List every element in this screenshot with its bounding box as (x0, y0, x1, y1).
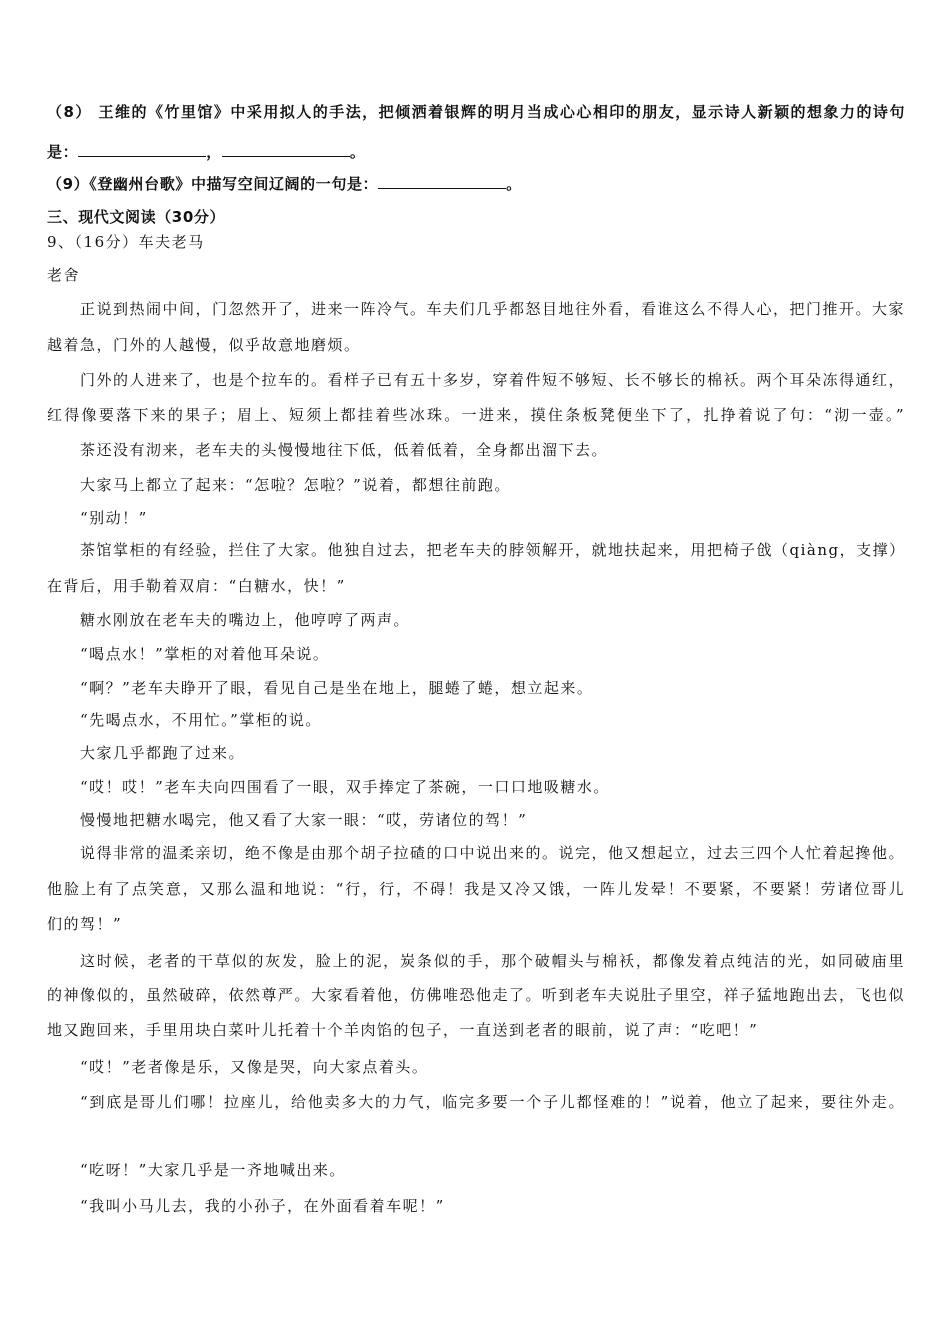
passage-line: 这时候，老者的干草似的灰发，脸上的泥，炭条似的手，那个破帽头与棉袄，都像发着点纯洁的光，如同破庙里 (80, 952, 905, 970)
passage-line: “别动！” (80, 509, 148, 527)
q9-end: 。 (506, 175, 522, 193)
q8-prefix: 是： (47, 143, 79, 161)
passage-line: 门外的人进来了，也是个拉车的。看样子已有五十多岁，穿着件短不够短、长不够长的棉袄。两个耳朵冻得通红， (80, 371, 906, 389)
passage-line: “先喝点水，不用忙。”掌柜的说。 (80, 711, 322, 729)
passage-line: “喝点水！”掌柜的对着他耳朵说。 (80, 645, 330, 663)
question-9 (47, 174, 522, 194)
passage-line: 慢慢地把糖水喝完，他又看了大家一眼：“哎，劳诸位的驾！” (80, 811, 528, 829)
answer-blank-1[interactable] (78, 142, 206, 157)
passage-line: 糖水刚放在老车夫的嘴边上，他哼哼了两声。 (80, 611, 411, 629)
passage-line: “哎！哎！”老车夫向四围看了一眼，双手捧定了茶碗，一口口地吸糖水。 (80, 778, 610, 796)
passage-line: 说得非常的温柔亲切，绝不像是由那个胡子拉碴的口中说出来的。说完，他又想起立，过去三四个人忙着起搀他。 (80, 844, 906, 862)
passage-header: 9、（16分）车夫老马 (47, 233, 205, 251)
q8-sep: ， (206, 143, 222, 161)
answer-blank-2[interactable] (222, 142, 350, 157)
passage-line: 大家马上都立了起来：“怎啦？怎啦？”说着，都想往前跑。 (80, 476, 511, 494)
passage-line: 的神像似的，虽然破碎，依然尊严。大家看着他，仿佛唯恐他走了。听到老车夫说肚子里空，祥子猛地跑出去，飞也似 (47, 986, 906, 1004)
question-8-line1: （8） 王维的《竹里馆》中采用拟人的手法，把倾洒着银辉的明月当成心心相印的朋友，显示诗人新颖的想象力的诗句 (47, 103, 905, 121)
passage-line: “吃呀！”大家几乎是一齐地喊出来。 (80, 1161, 346, 1179)
passage-line: “啊？”老车夫睁开了眼，看见自己是坐在地上，腿蜷了蜷，想立起来。 (80, 679, 594, 697)
passage-line: 们的驾！” (47, 915, 123, 933)
passage-line: “到底是哥儿们哪！拉座儿，给他卖多大的力气，临完多要一个子儿都怪难的！”说着，他立了起来，要往外走。 (80, 1093, 905, 1111)
q9-prefix: （9）《登幽州台歌》中描写空间辽阔的一句是： (47, 175, 379, 193)
passage-line: 大家几乎都跑了过来。 (80, 744, 246, 762)
q8-end: 。 (349, 143, 366, 161)
passage-line: 正说到热闹中间，门忽然开了，进来一阵冷气。车夫们几乎都怒目地往外看，看谁这么不得人心，把门推开。大家 (80, 300, 906, 318)
answer-blank-3[interactable] (378, 174, 506, 189)
passage-line: 地又跑回来，手里用块白菜叶儿托着十个羊肉馅的包子，一直送到老者的眼前，说了声：“吃吧！” (47, 1021, 759, 1039)
passage-line: 他脸上有了点笑意，又那么温和地说：“行，行，不碍！我是又冷又饿，一阵儿发晕！不要紧，不要紧！劳诸位哥儿 (47, 880, 905, 898)
passage-line: 茶馆掌柜的有经验，拦住了大家。他独自过去，把老车夫的脖领解开，就地扶起来，用把椅子戗（qiàng，支撑） (80, 541, 906, 559)
passage-line: 越着急，门外的人越慢，似乎故意地磨烦。 (47, 336, 361, 354)
passage-line: 茶还没有沏来，老车夫的头慢慢地往下低，低着低着，全身都出溜下去。 (80, 441, 609, 459)
passage-line: 红得像要落下来的果子；眉上、短须上都挂着些冰珠。一进来，摸住条板凳便坐下了，扎挣着说了句：“沏一壶。” (47, 406, 905, 424)
passage-line: “哎！”老者像是乐，又像是哭，向大家点着头。 (80, 1058, 429, 1076)
section-title: 三、现代文阅读（30分） (47, 208, 226, 226)
question-8-answer-line (47, 142, 365, 162)
passage-line: 在背后，用手勒着双肩：“白糖水，快！” (47, 577, 346, 595)
passage-author: 老舍 (47, 266, 81, 284)
passage-line: “我叫小马儿去，我的小孙子，在外面看着车呢！” (80, 1197, 445, 1215)
